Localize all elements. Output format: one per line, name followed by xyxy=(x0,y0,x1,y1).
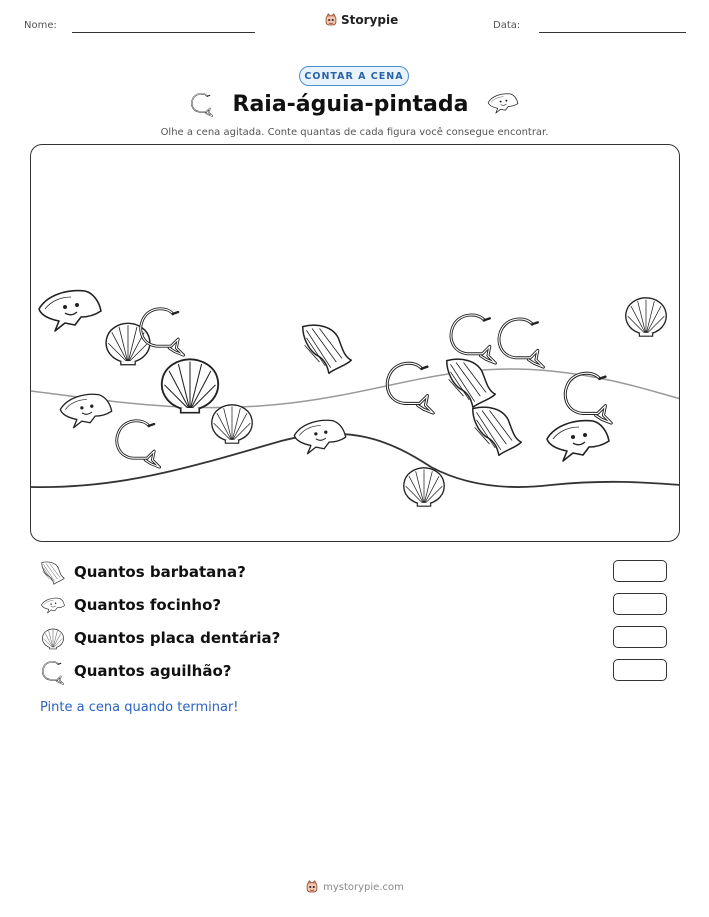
storypie-mascot-icon xyxy=(324,13,338,27)
barb-icon xyxy=(451,315,495,363)
fin-icon xyxy=(473,407,522,455)
shell-icon xyxy=(106,323,150,364)
fin-icon xyxy=(40,560,66,586)
shell-icon xyxy=(162,359,218,412)
stingray-icon xyxy=(486,92,520,116)
activity-badge: CONTAR A CENA xyxy=(299,66,409,86)
name-line[interactable] xyxy=(72,32,255,33)
question-text: Quantos barbatana? xyxy=(74,563,246,581)
question-snout xyxy=(40,593,670,619)
question-fin xyxy=(40,560,670,586)
question-barb xyxy=(40,659,670,685)
stingray-icon xyxy=(39,291,101,331)
page-subtitle: Olhe a cena agitada. Conte quantas de cada figura você consegue encontrar. xyxy=(160,127,549,138)
brand-logo xyxy=(324,13,398,27)
answer-box-fin[interactable] xyxy=(613,560,667,582)
page-title: Raia-águia-pintada xyxy=(232,91,469,117)
barb-icon xyxy=(117,421,160,467)
shell-icon xyxy=(212,405,253,443)
date-line[interactable] xyxy=(539,32,686,33)
shell-icon xyxy=(626,298,667,336)
name-label: Nome: xyxy=(24,20,57,31)
shell-icon xyxy=(404,468,445,506)
fin-icon xyxy=(447,359,496,407)
question-text: Quantos aguilhão? xyxy=(74,662,232,680)
stingray-icon xyxy=(547,421,609,461)
title-row xyxy=(0,91,709,117)
stingray-icon xyxy=(40,593,66,619)
barb-icon xyxy=(499,319,543,367)
question-text: Quantos placa dentária? xyxy=(74,629,281,647)
counting-scene[interactable] xyxy=(30,144,680,542)
answer-box-tooth-plate[interactable] xyxy=(613,626,667,648)
barb-icon xyxy=(40,659,66,685)
question-tooth-plate xyxy=(40,626,670,652)
scene-drawing xyxy=(31,145,680,542)
footer-url[interactable]: mystorypie.com xyxy=(323,881,404,893)
brand-name: Storypie xyxy=(341,13,399,27)
stingray-icon xyxy=(294,420,345,453)
footer xyxy=(0,880,709,894)
question-text: Quantos focinho? xyxy=(74,596,222,614)
storypie-mascot-icon xyxy=(305,880,319,894)
barb-icon xyxy=(189,91,215,117)
barb-icon xyxy=(387,363,433,413)
barb-icon xyxy=(565,373,611,423)
coloring-note: Pinte a cena quando terminar! xyxy=(40,700,239,715)
stingray-icon xyxy=(60,394,111,427)
fin-icon xyxy=(303,325,352,373)
shell-icon xyxy=(40,626,66,652)
answer-box-barb[interactable] xyxy=(613,659,667,681)
answer-box-snout[interactable] xyxy=(613,593,667,615)
date-label: Data: xyxy=(493,20,521,31)
